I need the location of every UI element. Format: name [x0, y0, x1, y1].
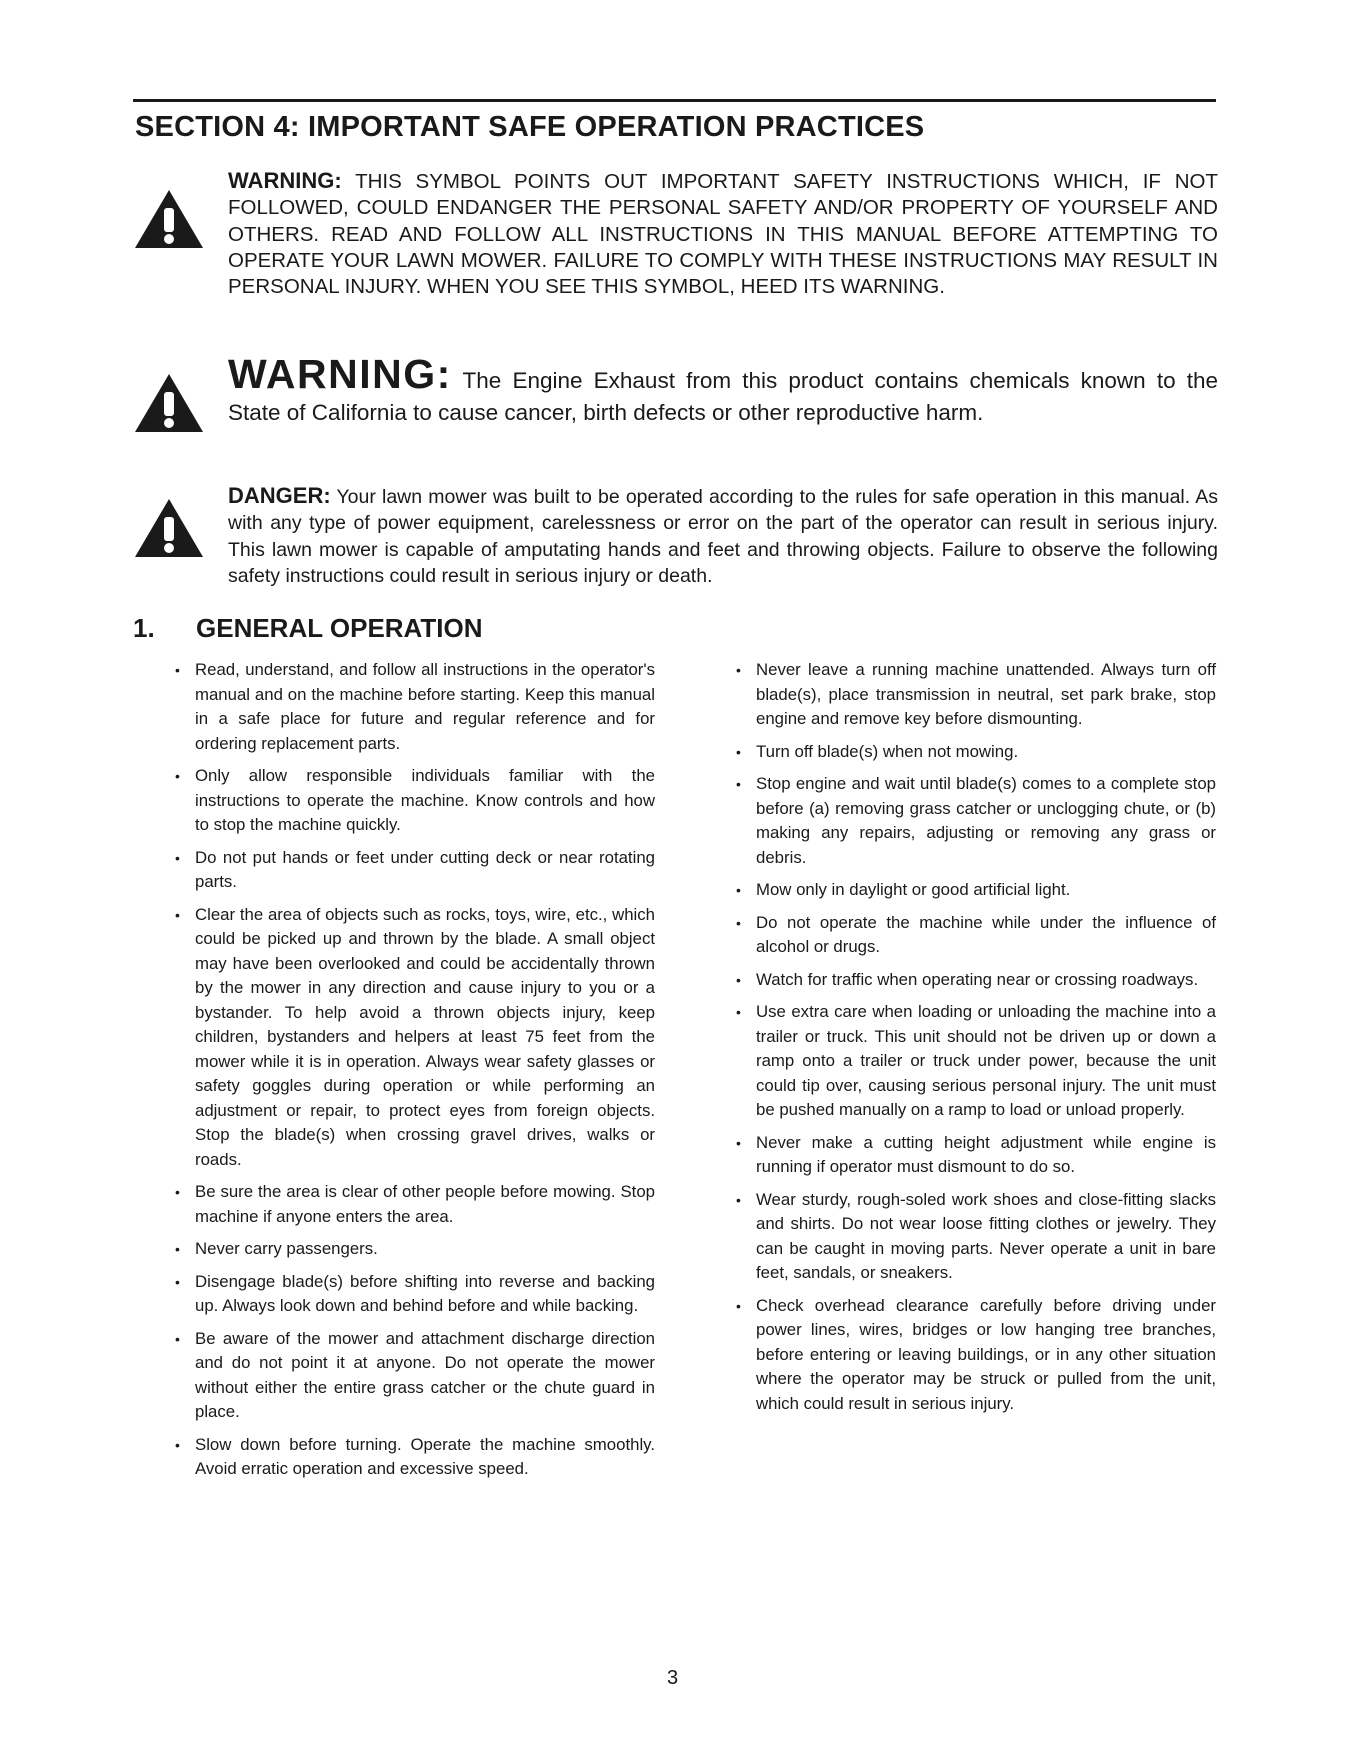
list-item-text: Only allow responsible individuals familiar with the instructions to operate the machine. Know controls and how to stop the machine quickly. — [195, 766, 655, 834]
list-item-text: Slow down before turning. Operate the machine smoothly. Avoid erratic operation and excessive speed. — [195, 1434, 655, 1478]
list-item — [165, 1237, 655, 1262]
warning-notice-california — [133, 351, 1218, 450]
notice-lead: DANGER: — [228, 483, 331, 508]
bullet-icon: • — [736, 882, 741, 898]
notice-body: THIS SYMBOL POINTS OUT IMPORTANT SAFETY INSTRUCTIONS WHICH, IF NOT FOLLOWED, COULD ENDANGER THE PERSONAL SAFETY AND/OR PROPERTY OF YOURSELF AND OTHERS. READ AND FOLLOW ALL INSTRUCTIONS IN THIS MANUAL BEFORE ATTEMPTING TO OPERATE YOUR LAWN MOWER. FAILURE TO COMPLY WITH THESE INSTRUCTIONS MAY RESULT IN PERSONAL INJURY. WHEN YOU SEE THIS SYMBOL, HEED ITS WARNING. — [228, 170, 1218, 299]
list-item — [726, 968, 1216, 993]
bullet-icon: • — [175, 1436, 180, 1453]
list-item — [726, 911, 1216, 960]
list-item-text: Read, understand, and follow all instructions in the operator's manual and on the machine before starting. Keep this manual in a safe place for future and regular reference and for ordering replacement parts. — [195, 660, 655, 753]
list-item — [165, 764, 655, 838]
list-item — [165, 846, 655, 895]
list-item-text: Clear the area of objects such as rocks, toys, wire, etc., which could be picked up and thrown by the blade. A small object may have been overlooked and could be accidentally thrown by the mower in any direction and cause injury to you or a bystander. To help avoid a thrown objects injury, keep children, bystanders and helpers at least 75 feet from the mower while it is in operation. Always wear safety glasses or safety goggles during operation or while performing an adjustment or repair, to protect eyes from foreign objects. Stop the blade(s) when crossing gravel drives, walks or roads. — [195, 904, 655, 1169]
list-item — [726, 772, 1216, 870]
list-item — [726, 1188, 1216, 1286]
list-item-text: Stop engine and wait until blade(s) comes to a complete stop before (a) removing grass catcher or unclogging chute, or (b) making any repairs, adjusting or removing any grass or debris. — [756, 774, 1216, 867]
list-item-text: Be sure the area is clear of other people before mowing. Stop machine if anyone enters the area. — [195, 1182, 655, 1226]
list-item-text: Never make a cutting height adjustment while engine is running if operator must dismount to do so. — [756, 1132, 1216, 1176]
left-bullet-list — [165, 658, 655, 1490]
list-item-text: Do not put hands or feet under cutting deck or near rotating parts. — [195, 847, 655, 891]
notice-text — [228, 168, 1218, 300]
list-item-text: Turn off blade(s) when not mowing. — [756, 741, 1019, 761]
bullet-icon: • — [736, 1297, 741, 1314]
bullet-icon: • — [175, 1184, 180, 1200]
list-item — [726, 1294, 1216, 1417]
list-item — [165, 1327, 655, 1425]
bullet-icon: • — [736, 1134, 741, 1151]
bullet-icon: • — [736, 776, 741, 792]
list-item — [165, 658, 655, 756]
section-title: SECTION 4: IMPORTANT SAFE OPERATION PRACTICES — [135, 111, 925, 143]
bullet-icon: • — [736, 662, 741, 678]
list-item-text: Disengage blade(s) before shifting into reverse and backing up. Always look down and behind before and while backing. — [195, 1271, 655, 1315]
bullet-icon: • — [736, 1004, 741, 1020]
list-item — [165, 1433, 655, 1482]
list-item — [726, 1000, 1216, 1123]
right-bullet-list — [726, 658, 1216, 1424]
warning-triangle-icon — [133, 372, 205, 434]
subsection-title: GENERAL OPERATION — [196, 613, 483, 643]
danger-notice — [133, 483, 1218, 598]
warning-triangle-icon — [133, 188, 205, 250]
list-item — [726, 878, 1216, 903]
top-rule — [133, 99, 1216, 102]
bullet-icon: • — [175, 768, 180, 784]
bullet-icon: • — [736, 971, 741, 988]
bullet-icon: • — [736, 914, 741, 931]
bullet-icon: • — [175, 1273, 180, 1290]
notice-lead: WARNING: — [228, 351, 452, 397]
notice-text — [228, 483, 1218, 589]
list-item-text: Use extra care when loading or unloading the machine into a trailer or truck. This unit should not be driven up or down a ramp onto a trailer or truck under power, because the unit could tip over, causing serious personal injury. The unit must be pushed manually on a ramp to load or unload properly. — [756, 1002, 1216, 1119]
notice-body: The Engine Exhaust from this product contains chemicals known to the State of California to cause cancer, birth defects or other reproductive harm. — [228, 368, 1218, 425]
list-item-text: Do not operate the machine while under the influence of alcohol or drugs. — [756, 912, 1216, 956]
bullet-icon: • — [736, 1191, 741, 1208]
notice-lead: WARNING: — [228, 168, 342, 193]
list-item — [726, 1131, 1216, 1180]
list-item — [165, 903, 655, 1173]
list-item — [165, 1180, 655, 1229]
notice-body: Your lawn mower was built to be operated according to the rules for safe operation in this manual. As with any type of power equipment, carelessness or error on the part of the operator can result in serious injury. This lawn mower is capable of amputating hands and feet and throwing objects. Failure to observe the following safety instructions could result in serious injury or death. — [228, 486, 1218, 587]
bullet-icon: • — [175, 662, 180, 678]
list-item-text: Mow only in daylight or good artificial light. — [756, 880, 1071, 899]
list-item-text: Never carry passengers. — [195, 1239, 378, 1258]
warning-triangle-icon — [133, 497, 205, 559]
list-item-text: Watch for traffic when operating near or crossing roadways. — [756, 969, 1199, 989]
list-item — [726, 658, 1216, 732]
bullet-icon: • — [175, 906, 180, 923]
list-item-text: Be aware of the mower and attachment discharge direction and do not point it at anyone. Do not operate the mower without either the entire grass catcher or the chute guard in place. — [195, 1328, 655, 1421]
list-item — [165, 1270, 655, 1319]
subsection-number: 1. — [133, 613, 155, 643]
bullet-icon: • — [175, 1330, 180, 1347]
bullet-icon: • — [175, 849, 180, 866]
notice-text — [228, 351, 1218, 429]
list-item — [726, 740, 1216, 765]
list-item-text: Wear sturdy, rough-soled work shoes and close-fitting slacks and shirts. Do not wear loose fitting clothes or jewelry. They can be caught in moving parts. Never operate a unit in bare feet, sandals, or sneakers. — [756, 1189, 1216, 1282]
list-item-text: Never leave a running machine unattended. Always turn off blade(s), place transmission in neutral, set park brake, stop engine and remove key before dismounting. — [756, 660, 1216, 728]
page-number: 3 — [666, 1667, 679, 1689]
bullet-icon: • — [175, 1241, 180, 1257]
warning-notice-safety-symbol — [133, 168, 1218, 333]
bullet-icon: • — [736, 743, 741, 760]
subsection-heading — [133, 613, 483, 644]
list-item-text: Check overhead clearance carefully before driving under power lines, wires, bridges or low hanging tree branches, before entering or leaving buildings, or in any other situation where the operator may be struck or pulled from the unit, which could result in serious injury. — [756, 1295, 1216, 1413]
